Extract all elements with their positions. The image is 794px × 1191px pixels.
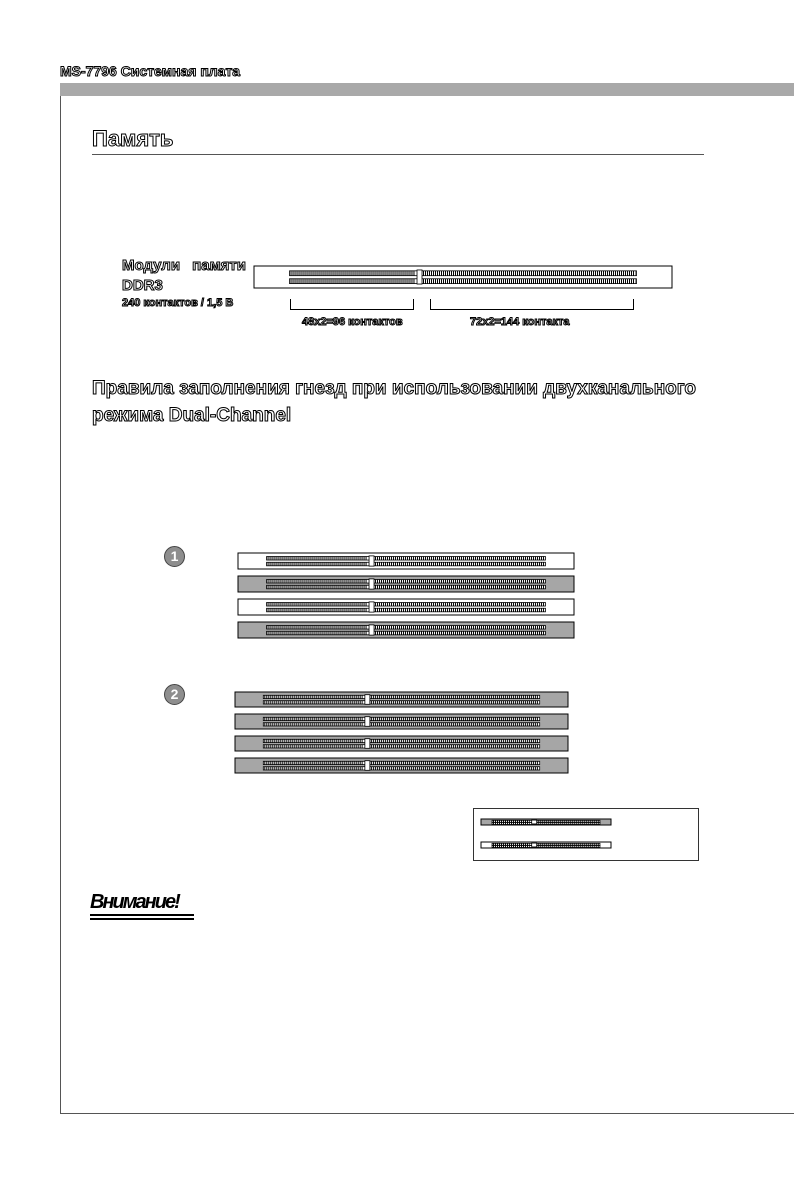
memory-slot-2 bbox=[235, 714, 568, 729]
config-2-badge: 2 bbox=[164, 684, 185, 705]
memory-slot-4 bbox=[235, 758, 568, 773]
legend-slots bbox=[474, 809, 698, 860]
dual-channel-title-line1: Правила заполнения гнезд при использовании двухканального bbox=[92, 378, 697, 399]
pins-right-label: 72x2=144 контакта bbox=[470, 316, 570, 328]
memory-slot-1 bbox=[235, 692, 568, 707]
bracket-left bbox=[290, 299, 414, 310]
memory-slot-1 bbox=[238, 553, 574, 569]
section-title: Память bbox=[92, 126, 174, 151]
dimm-label-word2: памяти bbox=[192, 257, 246, 274]
section-title-rule bbox=[92, 154, 704, 155]
dimm-label-type: DDR3 bbox=[122, 277, 163, 294]
note-rule bbox=[90, 914, 194, 916]
config-1-badge: 1 bbox=[164, 546, 185, 567]
config-2-slots bbox=[234, 691, 569, 781]
memory-slot-4 bbox=[238, 622, 574, 638]
bracket-right bbox=[430, 299, 634, 310]
dimm-label bbox=[122, 256, 246, 296]
dimm-spec: 240 контактов / 1,5 В bbox=[122, 297, 234, 309]
config-1-slots bbox=[237, 552, 575, 644]
pins-left-label: 48x2=96 контактов bbox=[302, 316, 403, 328]
header-bar bbox=[60, 83, 794, 96]
dimm-label-word1: Модули bbox=[122, 257, 181, 274]
dual-channel-title bbox=[92, 375, 732, 429]
memory-slot-3 bbox=[235, 736, 568, 751]
memory-slot-3 bbox=[238, 599, 574, 615]
note-warning-logo: Внимание! bbox=[90, 891, 179, 913]
dimm-slot bbox=[254, 266, 672, 288]
dimm-slot-diagram bbox=[253, 265, 673, 289]
legend-slot-filled bbox=[481, 819, 611, 825]
note-rule bbox=[90, 918, 194, 920]
legend-box bbox=[473, 808, 699, 861]
page-header-title: MS-7796 Системная плата bbox=[60, 63, 241, 79]
left-margin-line bbox=[60, 96, 61, 1114]
memory-slot-2 bbox=[238, 576, 574, 592]
legend-slot-empty bbox=[481, 842, 611, 848]
bottom-margin-line bbox=[60, 1113, 794, 1114]
dual-channel-title-line2: режима Dual-Channel bbox=[92, 405, 292, 426]
